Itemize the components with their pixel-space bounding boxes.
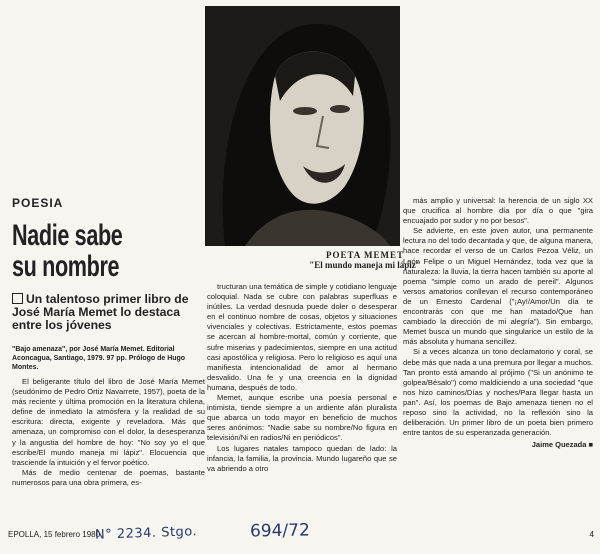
paragraph: El beligerante título del libro de José María Memet (seudónimo de Pedro Ortiz Navarrete, 1957), poeta de la más reciente y última promoción en la literatura chilena, define de inmediato la atmósfera y la realidad de su escritura: directa, exigente y reveladora. Más que amenaza, un compromiso con el dolor, la desesperanza y la angustia del hombre de hoy: "No soy yo el que escribe/El mundo maneja mi lápiz". Elocuencia que trasciende la intuición y el fervor poético. bbox=[12, 377, 205, 467]
subheadline bbox=[12, 293, 207, 332]
paragraph: Se advierte, en este joven autor, una permanente lectura no del todo decantada y que, de alguna manera, hace recordar el verso de un Carlos Pezoa Véliz, un León Felipe o un Miguel Hernández, toda vez que la naturaleza: la lluvia, la tierra hacen también su aporte al poema "simple como un arado de pereil". Algunos versos amatorios conllevan el recurso contemporáneo de un Ernesto Cardenal ("¡Ay!/Amor/Un día te encontrarás con que me han matado/Que han cambiado la dirección de mi alegría"). Sin embargo, Memet busca un mundo que singularice un estilo de la más absoluta y humana sencillez. bbox=[403, 226, 593, 347]
page-number: 4 bbox=[589, 530, 594, 539]
paragraph: Memet, aunque escribe una poesía personal e intimista, tiende siempre a un ardiente afán pluralista que abarca un todo mayor en beneficio de muchos seres anónimos: "Nadie sabe su nombre/No figura en televisión/Ni en radios/Ni en periódicos". bbox=[207, 393, 397, 443]
section-label: POESIA bbox=[12, 196, 64, 210]
caption-name: POETA MEMET bbox=[325, 250, 405, 260]
article-column-1 bbox=[12, 377, 205, 488]
headline bbox=[12, 220, 149, 282]
paragraph: Si a veces alcanza un tono declamatorio y coral, se debe más que nada a una premura por llegar a muchos. Tan pronto está amando al prójimo ("Si un anónimo te golpea/Bésalo") como maldiciendo a una sociedad "que nos hizo caminos/Días y noches/Para llegar hasta un pan". Así, los poemas de Bajo amenaza tienen no el reposo sino la actividad, no la reflexión sino la deliberación. Un primer libro de un poeta bien primero entre tantos de su esperanzada generación. bbox=[403, 347, 593, 438]
article-column-2 bbox=[207, 282, 397, 474]
author-signature: Jaime Quezada ■ bbox=[531, 440, 593, 450]
handwritten-reference: 694/72 bbox=[249, 520, 310, 542]
paragraph: Los lugares natales tampoco quedan de lado: la infancia, la familia, la provincia. Mundo lugareño que se va abriendo a otro bbox=[207, 443, 397, 473]
bibliographic-note: "Bajo amenaza", por José María Memet. Editorial Aconcagua, Santiago, 1979. 97 pp. Prólogo de Hugo Montes. bbox=[12, 346, 186, 371]
headline-line-2: su nombre bbox=[12, 250, 120, 283]
paragraph: más amplio y universal: la herencia de un siglo XX que crucifica al hombre día por día o que "gira encuajado por sudor y no por besos". bbox=[403, 196, 593, 226]
article-column-3 bbox=[403, 196, 593, 450]
headline-line-1: Nadie sabe bbox=[12, 219, 123, 252]
subheadline-text: Un talentoso primer libro de José María Memet lo destaca entre los jóvenes bbox=[12, 292, 189, 332]
handwritten-archive-number: N° 2234. Stgo. bbox=[94, 524, 198, 543]
paragraph: Más de medio centenar de poemas, bastante numerosos para una obra primera, es- bbox=[12, 467, 205, 487]
portrait-image bbox=[205, 6, 400, 246]
caption-quote: "El mundo maneja mi lápiz" bbox=[309, 260, 421, 270]
author-photo bbox=[205, 6, 400, 246]
square-bullet-icon bbox=[12, 293, 23, 304]
paragraph: tructuran una temática de simple y cotidiano lenguaje coloquial. Nada se cubre con palabras superfluas e inútiles. La verdad desnuda puede doler o desesperar en el continuo nombre de cosas, objetos y situaciones vivenciales y colectivas. Estrictamente, estos poemas se acercan al hombre-mortal, común y corriente, que sufre miserias y padecimientos, siempre en una actitud casi apostólica y religiosa. Pero lo religioso es aquí una manifiesta intencionalidad de amor al hermano desvalido. Una fe y una creencia en la dignidad humana, después de todo. bbox=[207, 282, 397, 392]
publication-footer: EPOLLA, 15 febrero 1980 bbox=[8, 530, 101, 539]
